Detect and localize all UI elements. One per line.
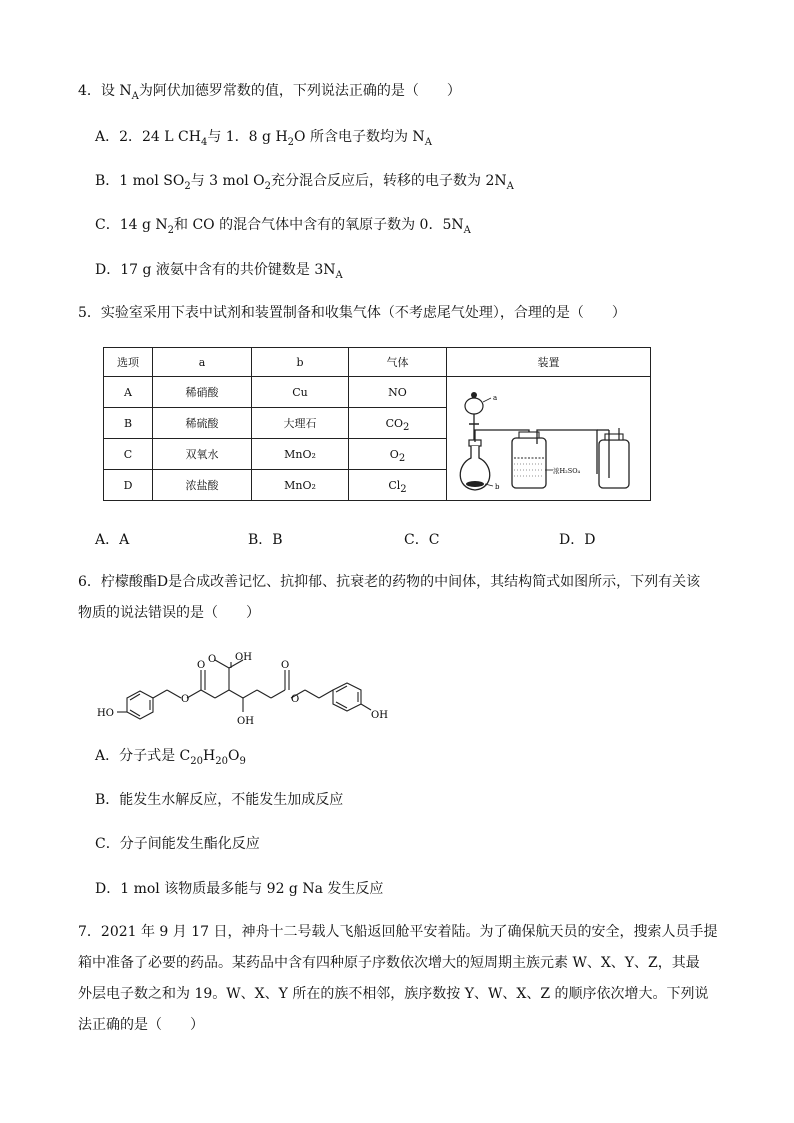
table-header-row (104, 348, 651, 377)
q5-choice-a: A．A (95, 532, 130, 548)
table-cell: A (104, 377, 153, 408)
label-cooh-o: O (208, 654, 217, 665)
citrate-ester-structure (95, 640, 415, 730)
table-cell: NO (349, 377, 447, 408)
q7-line3: 外层电子数之和为 19。W、X、Y 所在的族不相邻，族序数按 Y、W、X、Z 的顺序依次增大。下列说 (78, 986, 709, 1002)
label-a: a (492, 394, 497, 402)
benzene-ring-left (127, 691, 153, 719)
table-cell: B (104, 408, 153, 439)
q6-stem-line1: 6．柠檬酸酯D是合成改善记忆、抗抑郁、抗衰老的药物的中间体，其结构简式如图所示，下列有关该 (78, 574, 701, 590)
table-cell: $O_2$ (349, 439, 447, 470)
q5-stem: 5．实验室采用下表中试剂和装置制备和收集气体（不考虑尾气处理），合理的是（ ） (78, 305, 626, 321)
table-header: b (252, 348, 349, 377)
table-cell: C (104, 439, 153, 470)
q6-option-c: C．分子间能发生酯化反应 (95, 836, 260, 852)
apparatus-cell (447, 377, 651, 501)
label-ester-o-right: O (291, 694, 300, 705)
label-carbonyl-o-left: O (197, 660, 206, 671)
label-oh-right: OH (371, 710, 388, 721)
q5-choices (95, 529, 695, 549)
q4-option-d: D．17 g 液氨中含有的共价键数是 $3N_A$ (95, 262, 343, 281)
funnel-stopper (471, 392, 477, 398)
q6-option-b: B．能发生水解反应，不能发生加成反应 (95, 792, 344, 808)
q7-line1: 7．2021 年 9 月 17 日，神舟十二号载人飞船返回舱平安着陆。为了确保航天员的安全，搜索人员手提 (78, 924, 718, 940)
table-cell: MnO₂ (252, 470, 349, 501)
table-cell: 稀硫酸 (153, 408, 252, 439)
q4-option-c: C．14 g $N_2$和 CO 的混合气体中含有的氧原子数为 0．$5N_A$ (95, 217, 471, 236)
table-cell: D (104, 470, 153, 501)
table-cell: 稀硝酸 (153, 377, 252, 408)
table-cell: $CO_2$ (349, 408, 447, 439)
label-ho-left: HO (97, 708, 114, 719)
table-cell: $Cl_2$ (349, 470, 447, 501)
table-header: 气体 (349, 348, 447, 377)
table-row (104, 377, 651, 408)
q6-stem-line2: 物质的说法错误的是（ ） (78, 605, 260, 621)
q6-option-d: D．1 mol 该物质最多能与 92 g Na 发生反应 (95, 881, 384, 897)
q6-option-a: A．分子式是 $C_{20}H_{20}O_9$ (95, 748, 246, 767)
label-ester-o-left: O (181, 694, 190, 705)
q4-option-b: B．1 mol $SO_2$与 3 mol $O_2$充分混合反应后，转移的电子数为 $2N_A$ (95, 173, 514, 192)
q4-stem: 4．设 $N_A$为阿伏加德罗常数的值，下列说法正确的是（ ） (78, 83, 461, 102)
gas-apparatus-diagram (449, 378, 649, 496)
table-cell: 双氧水 (153, 439, 252, 470)
table-cell: MnO₂ (252, 439, 349, 470)
benzene-ring-right (333, 683, 361, 711)
solid-reagent (466, 481, 484, 487)
table-cell: 大理石 (252, 408, 349, 439)
table-header: a (153, 348, 252, 377)
wash-bottle (512, 438, 546, 488)
separatory-funnel (465, 398, 483, 414)
table-cell: Cu (252, 377, 349, 408)
reagent-table (103, 347, 651, 501)
label-conc-h2so4: 浓H₂SO₄ (552, 467, 580, 475)
q4-option-a: A．2．24 L $CH_4$与 1．8 g $H_2O$ 所含电子数均为 $N_A$ (95, 129, 432, 148)
table-header: 选项 (104, 348, 153, 377)
label-cooh-oh: OH (235, 652, 252, 663)
table-header: 装置 (447, 348, 651, 377)
label-b: b (494, 483, 499, 491)
label-hydroxyl-oh: OH (237, 716, 254, 727)
q5-choice-c: C．C (404, 532, 440, 548)
q7-line2: 箱中准备了必要的药品。某药品中含有四种原子序数依次增大的短周期主族元素 W、X、Y、Z，其最 (78, 955, 700, 971)
q5-choice-b: B．B (248, 532, 283, 548)
table-cell: 浓盐酸 (153, 470, 252, 501)
q5-choice-d: D．D (559, 532, 596, 548)
q7-line4: 法正确的是（ ） (78, 1017, 204, 1033)
label-carbonyl-o-right: O (281, 660, 290, 671)
collecting-bottle (599, 440, 629, 488)
